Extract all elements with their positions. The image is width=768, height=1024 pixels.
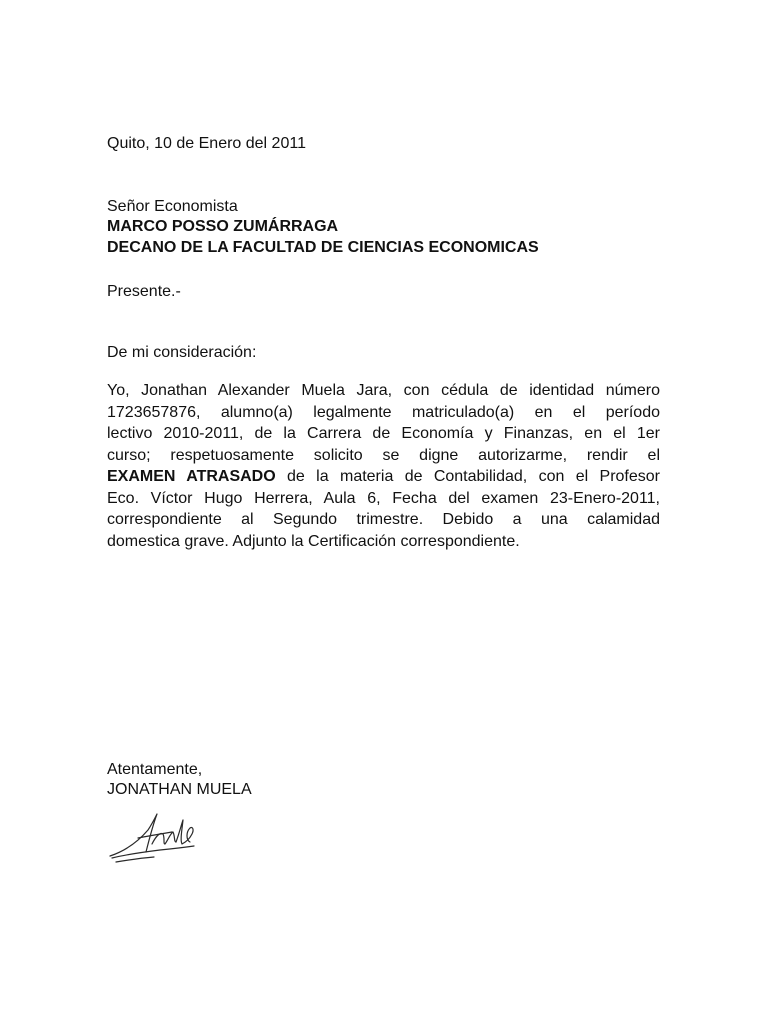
handwritten-signature [108,808,198,864]
body-line: curso; respetuosamente solicito se digne autorizarme, rendir el [107,446,660,464]
greeting-line: De mi consideración: [107,344,257,361]
recipient-name: MARCO POSSO ZUMÁRRAGA [107,218,339,235]
presente-line: Presente.- [107,283,181,300]
closing-line: Atentamente, [107,761,203,778]
exam-emphasis: EXAMEN ATRASADO [107,468,276,485]
body-line: Eco. Víctor Hugo Herrera, Aula 6, Fecha del examen 23-Enero-2011, [107,489,660,507]
recipient-salutation: Señor Economista [107,198,238,215]
body-line: EXAMEN ATRASADO de la materia de Contabilidad, con el Profesor [107,468,661,485]
signer-name: JONATHAN MUELA [107,781,252,798]
body-line: 1723657876, alumno(a) legalmente matriculado(a) en el período [107,403,660,421]
letter-date: Quito, 10 de Enero del 2011 [107,135,306,152]
letter-body [107,380,660,552]
recipient-title: DECANO DE LA FACULTAD DE CIENCIAS ECONOMICAS [107,239,539,256]
body-line: lectivo 2010-2011, de la Carrera de Economía y Finanzas, en el 1er [107,425,660,442]
body-line: Yo, Jonathan Alexander Muela Jara, con cédula de identidad número [107,382,660,399]
body-line: correspondiente al Segundo trimestre. Debido a una calamidad [107,511,660,528]
body-line: domestica grave. Adjunto la Certificación correspondiente. [107,532,520,550]
